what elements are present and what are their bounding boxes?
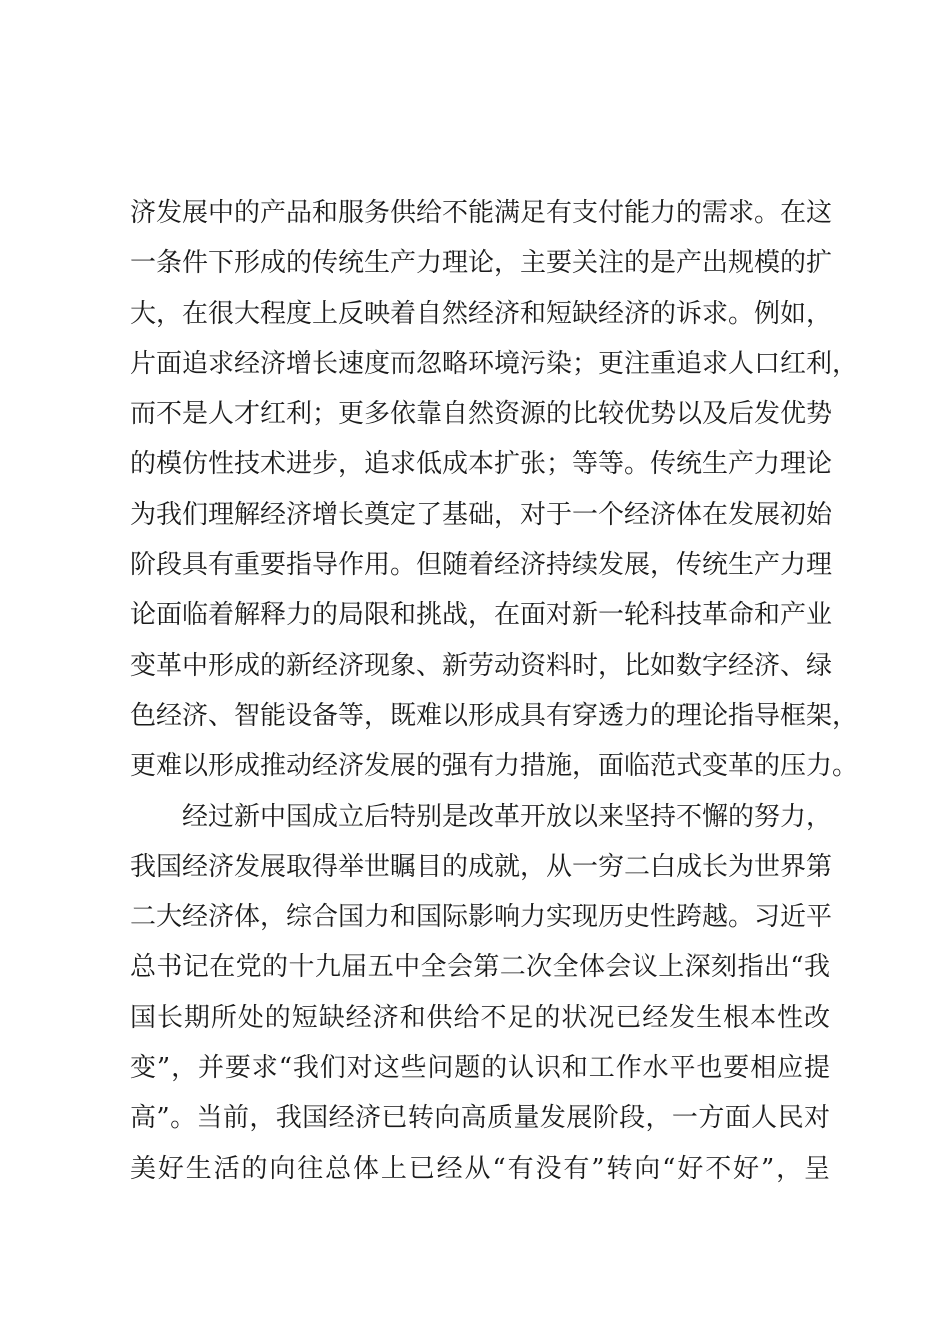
paragraph-1-line-12: 更难以形成推动经济发展的强有力措施，面临范式变革的压力。 [130, 751, 859, 782]
paragraph-1-line-6: 的模仿性技术进步，追求低成本扩张；等等。传统生产力理论 [130, 449, 833, 480]
paragraph-1-line-2: 一条件下形成的传统生产力理论，主要关注的是产出规模的扩 [130, 248, 833, 279]
paragraph-1-line-5: 而不是人才红利；更多依靠自然资源的比较优势以及后发优势 [130, 399, 833, 430]
paragraph-2-line-3: 二大经济体，综合国力和国际影响力实现历史性跨越。习近平 [130, 902, 833, 933]
paragraph-1-line-11: 色经济、智能设备等，既难以形成具有穿透力的理论指导框架， [130, 700, 859, 731]
paragraph-2-line-2: 我国经济发展取得举世瞩目的成就，从一穷二白成长为世界第 [130, 851, 833, 882]
paragraph-1-line-1: 济发展中的产品和服务供给不能满足有支付能力的需求。在这 [130, 198, 833, 228]
paragraph-1-line-8: 阶段具有重要指导作用。但随着经济持续发展，传统生产力理 [130, 550, 833, 581]
paragraph-2-line-7: 高”。当前，我国经济已转向高质量发展阶段，一方面人民对 [130, 1103, 830, 1134]
paragraph-2-line-5: 国长期所处的短缺经济和供给不足的状况已经发生根本性改 [130, 1002, 830, 1033]
paragraph-1-line-3: 大，在很大程度上反映着自然经济和短缺经济的诉求。例如， [130, 298, 833, 329]
paragraph-1-line-4: 片面追求经济增长速度而忽略环境污染；更注重追求人口红利， [130, 348, 859, 379]
paragraph-2-line-1: 经过新中国成立后特别是改革开放以来坚持不懈的努力， [182, 801, 833, 832]
paragraph-1-line-10: 变革中形成的新经济现象、新劳动资料时，比如数字经济、绿 [130, 650, 833, 681]
paragraph-1-line-9: 论面临着解释力的局限和挑战，在面对新一轮科技革命和产业 [130, 600, 833, 631]
paragraph-2-line-4: 总书记在党的十九届五中全会第二次全体会议上深刻指出“我 [130, 952, 830, 983]
document-body [130, 188, 859, 1194]
paragraph-1-line-7: 为我们理解经济增长奠定了基础，对于一个经济体在发展初始 [130, 499, 833, 530]
paragraph-2-line-6: 变”，并要求“我们对这些问题的认识和工作水平也要相应提 [130, 1053, 830, 1084]
paragraph-2-line-8: 美好生活的向往总体上已经从“有没有”转向“好不好”，呈 [130, 1153, 830, 1184]
